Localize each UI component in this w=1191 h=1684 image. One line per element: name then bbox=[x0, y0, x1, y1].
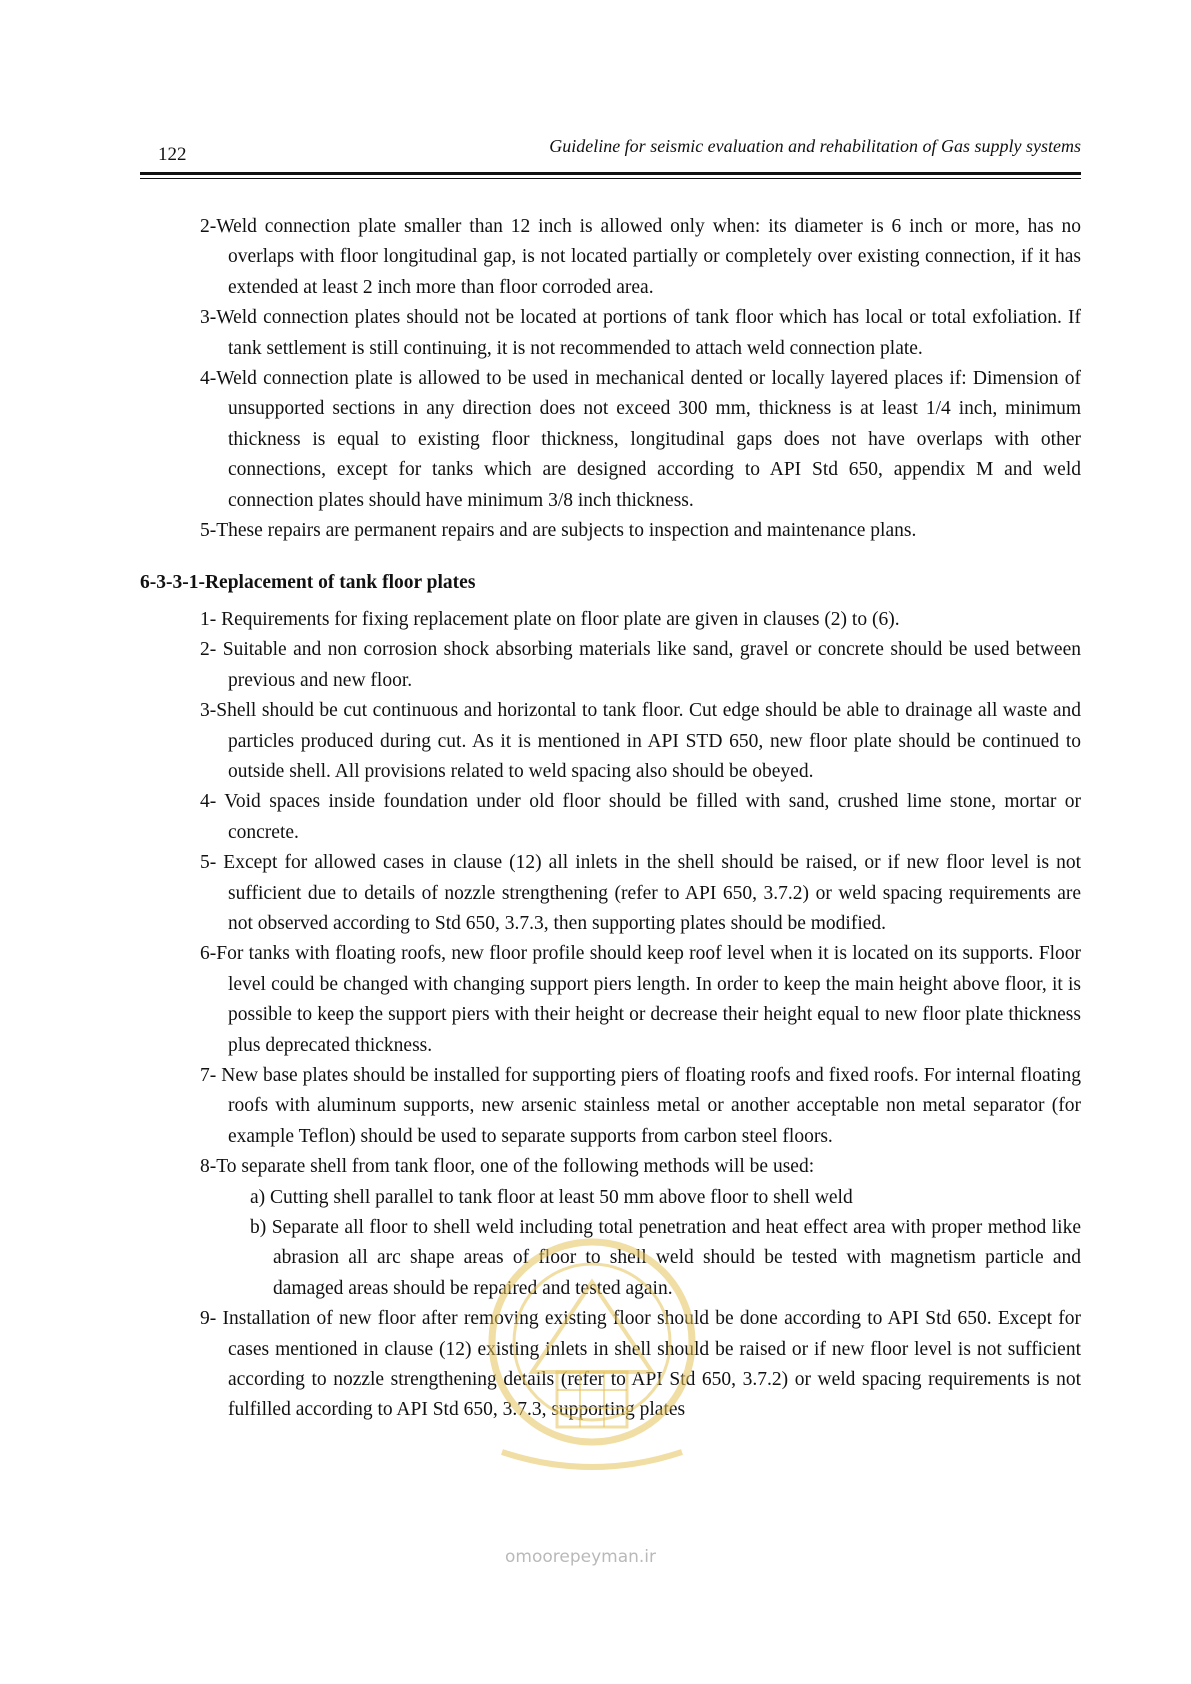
sub-list-item: a) Cutting shell parallel to tank floor at least 50 mm above floor to shell weld bbox=[250, 1186, 853, 1208]
list-item: 9- Installation of new floor after removing existing floor should be done according to API Std 650. Except for cases mentioned in clause (12) existing inlets in shell should be raised or if new floor level is not sufficient according to nozzle strengthening details (refer to API Std 650, 3.7.2) or weld spacing requirements is not fulfilled according to API Std 650, 3.7.3, supporting plates bbox=[200, 1308, 1081, 1421]
sub-list-item: b) Separate all floor to shell weld including total penetration and heat effect area with proper method like abrasion all arc shape areas of floor to shell weld should be tested with magnetism particle and damaged areas should be repaired and tested again. bbox=[250, 1217, 1081, 1299]
list-item: 2-Weld connection plate smaller than 12 inch is allowed only when: its diameter is 6 inch or more, has no overlaps with floor longitudinal gap, is not located partially or completely over existing connection, if it has extended at least 2 inch more than floor corroded area. bbox=[200, 216, 1081, 298]
list-item: 6-For tanks with floating roofs, new floor profile should keep roof level when it is located on its supports. Floor level could be changed with changing support piers length. In order to keep the main height above floor, it is possible to keep the support piers with their height or decrease their height equal to new floor plate thickness plus deprecated thickness. bbox=[200, 943, 1081, 1056]
list-item: 1- Requirements for fixing replacement plate on floor plate are given in clauses (2) to (6). bbox=[200, 608, 900, 630]
watermark-text: omoorepeyman.ir bbox=[505, 1547, 657, 1567]
header-rule-thin bbox=[140, 178, 1081, 179]
page-number: 122 bbox=[158, 144, 187, 165]
list-item: 4-Weld connection plate is allowed to be used in mechanical dented or locally layered places if: Dimension of unsupported sections in any direction does not exceed 300 mm, thickness is at least 1/4 inch, minimum thickness is equal to existing floor thickness, longitudinal gaps does not have overlaps with other connections, except for tanks which are designed according to API Std 650, appendix M and weld connection plates should have minimum 3/8 inch thickness. bbox=[200, 368, 1081, 511]
list-item: 3-Weld connection plates should not be located at portions of tank floor which has local or total exfoliation. If tank settlement is still continuing, it is not recommended to attach weld connection plate. bbox=[200, 307, 1081, 359]
page-body bbox=[140, 212, 1081, 1426]
header-rule-thick bbox=[140, 172, 1081, 175]
section-heading: 6-3-3-1-Replacement of tank floor plates bbox=[140, 572, 476, 594]
list-item: 3-Shell should be cut continuous and horizontal to tank floor. Cut edge should be able to drainage all waste and particles produced during cut. As it is mentioned in API STD 650, new floor plate should be continued to outside shell. All provisions related to weld spacing also should be obeyed. bbox=[200, 700, 1081, 782]
list-item: 7- New base plates should be installed for supporting piers of floating roofs and fixed roofs. For internal floating roofs with aluminum supports, new arsenic stainless metal or another acceptable non metal separator (for example Teflon) should be used to separate supports from carbon steel floors. bbox=[200, 1064, 1081, 1147]
list-item: 2- Suitable and non corrosion shock absorbing materials like sand, gravel or concrete should be used between previous and new floor. bbox=[200, 639, 1081, 691]
list-item: 8-To separate shell from tank floor, one of the following methods will be used: bbox=[200, 1156, 815, 1178]
list-item: 4- Void spaces inside foundation under old floor should be filled with sand, crushed lime stone, mortar or concrete. bbox=[200, 791, 1081, 843]
running-title: Guideline for seismic evaluation and rehabilitation of Gas supply systems bbox=[549, 136, 1081, 156]
list-item: 5- Except for allowed cases in clause (12) all inlets in the shell should be raised, or if new floor level is not sufficient due to details of nozzle strengthening (refer to API 650, 3.7.2) or weld spacing requirements are not observed according to Std 650, 3.7.3, then supporting plates should be modified. bbox=[200, 852, 1081, 934]
list-item: 5-These repairs are permanent repairs and are subjects to inspection and maintenance plans. bbox=[200, 520, 917, 542]
